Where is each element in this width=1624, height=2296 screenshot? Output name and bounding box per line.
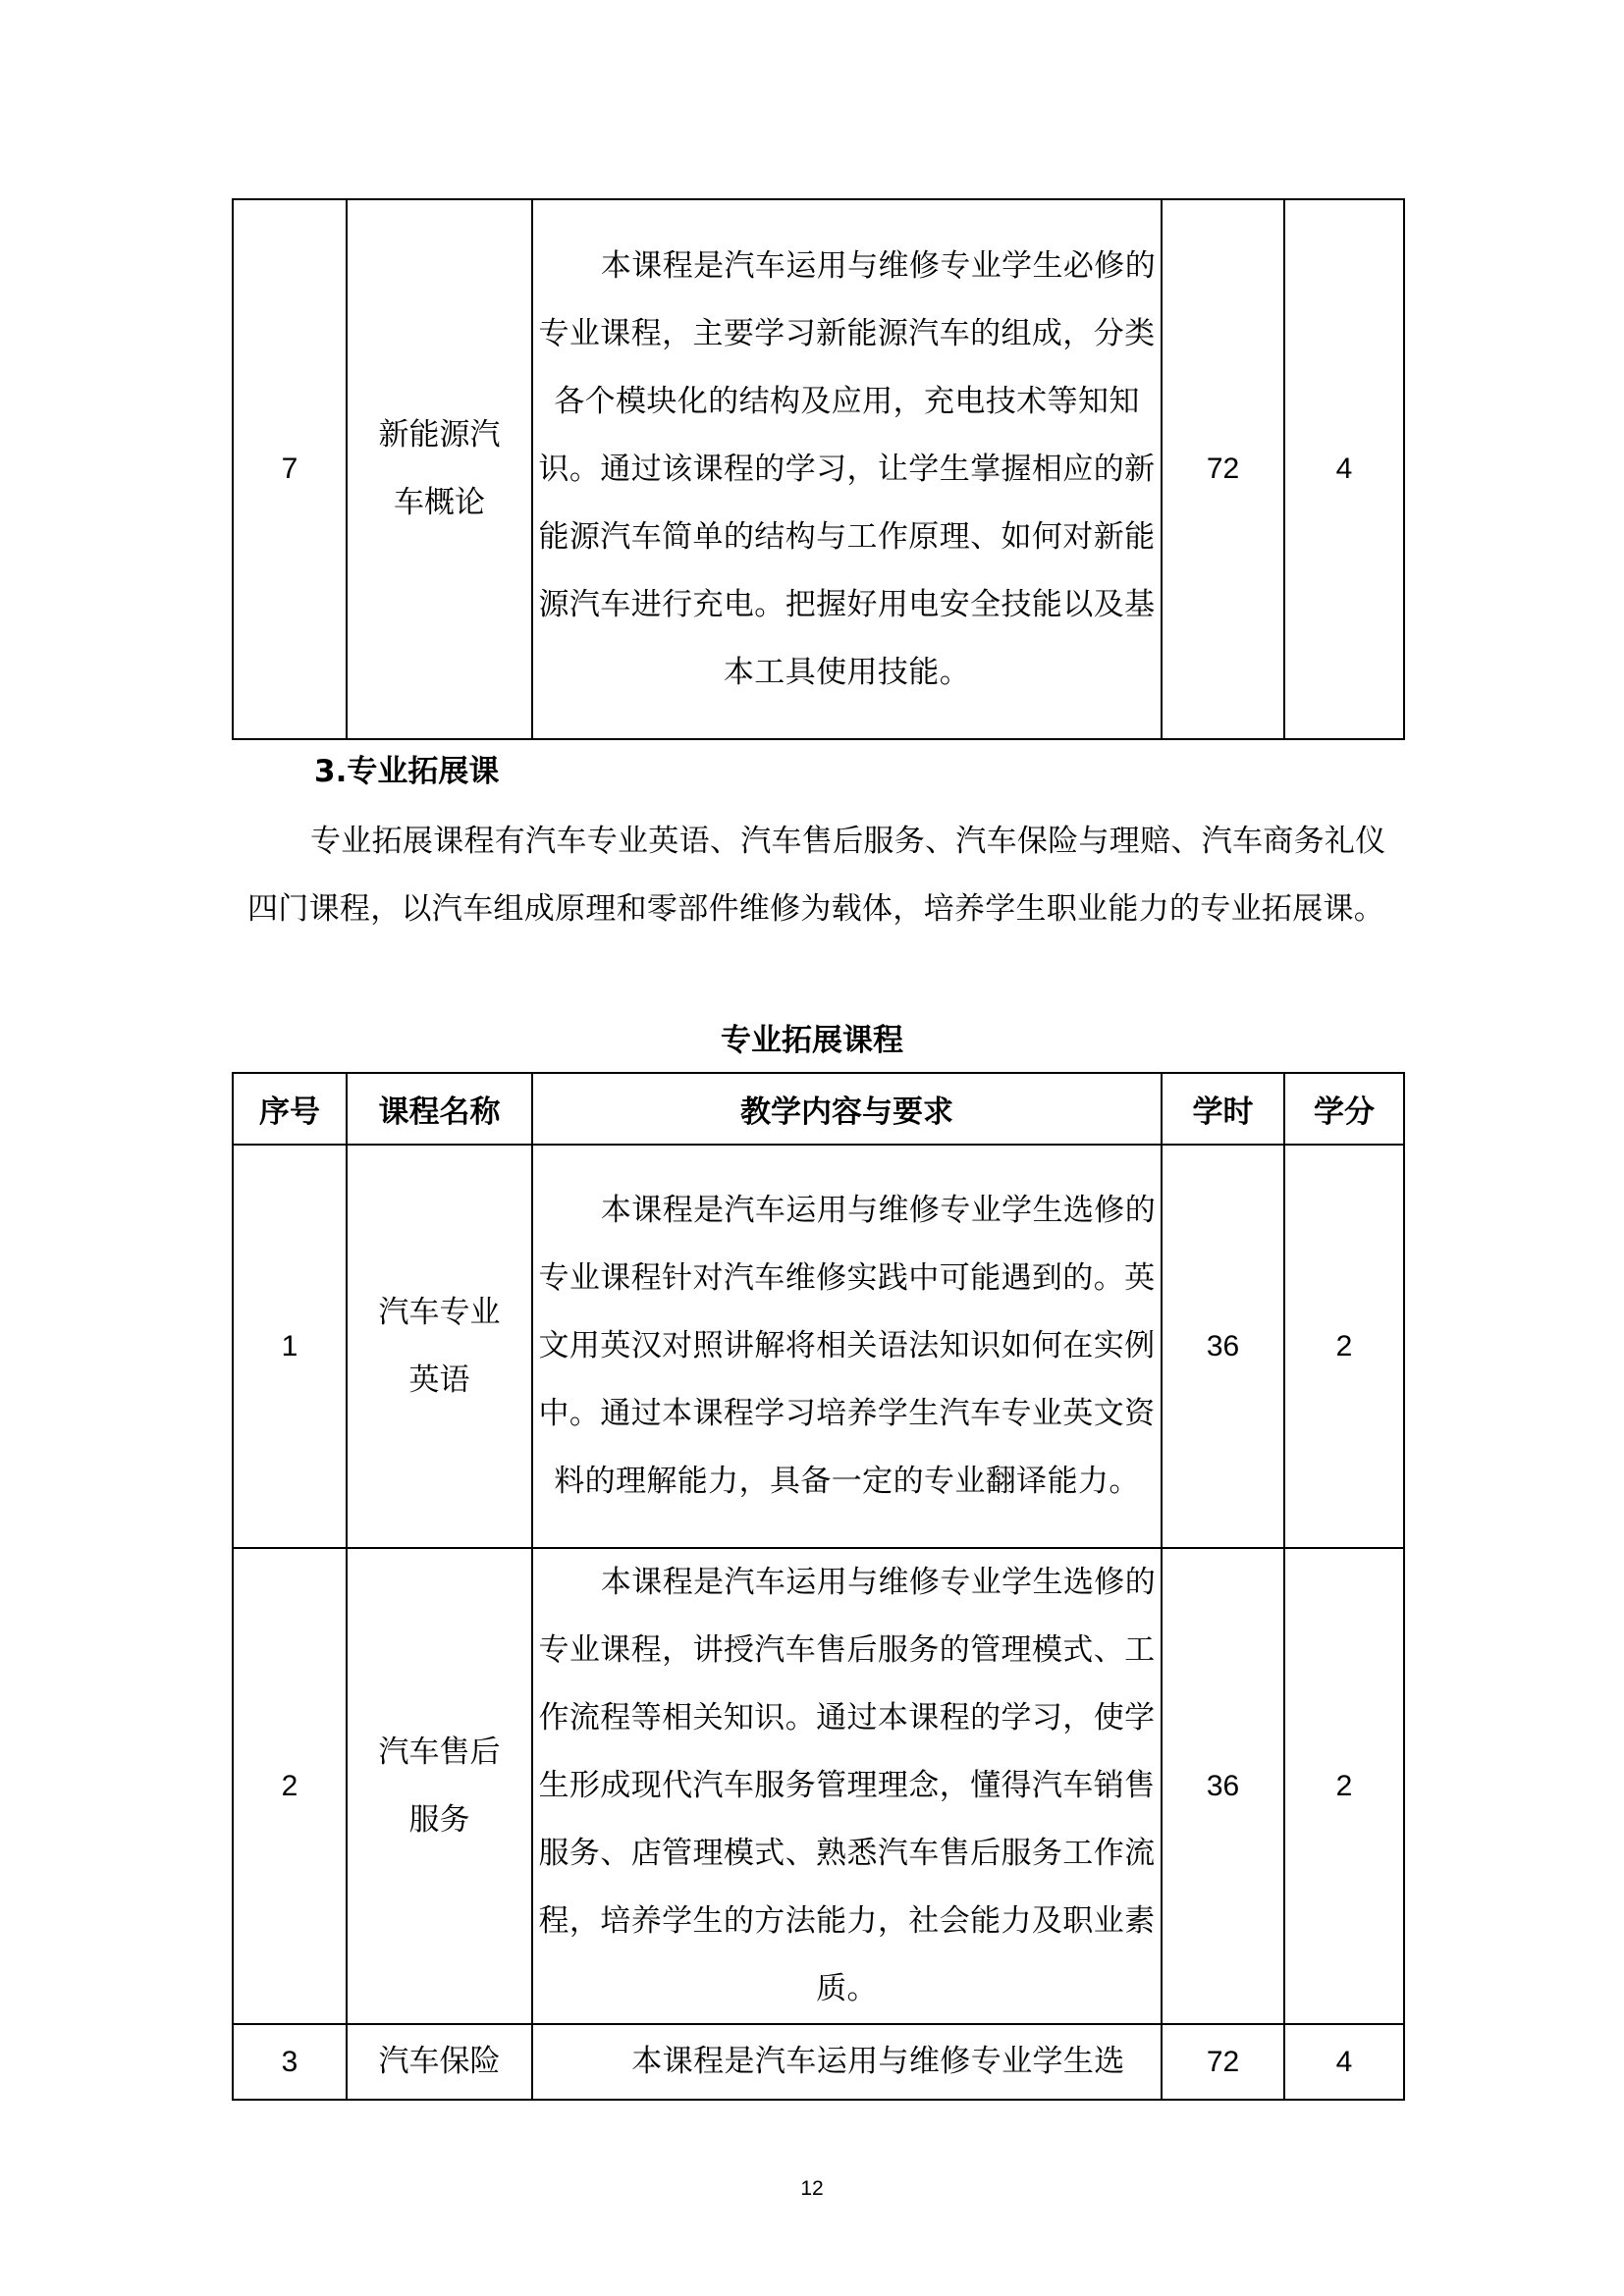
course-index: 3: [233, 2024, 347, 2100]
section-paragraph-text: 专业拓展课程有汽车专业英语、汽车售后服务、汽车保险与理赔、汽车商务礼仪四门课程，以汽车组成原理和零部件维修为载体，培养学生职业能力的专业拓展课。: [247, 824, 1386, 927]
course-description-text: 本课程是汽车运用与维修专业学生必修的专业课程，主要学习新能源汽车的组成，分类各个模块化的结构及应用，充电技术等知知识。通过该课程的学习，让学生掌握相应的新能源汽车简单的结构与工作原理、如何对新能源汽车进行充电。把握好用电安全技能以及基本工具使用技能。: [538, 247, 1157, 690]
course-description: [532, 199, 1162, 739]
course-credits: 4: [1284, 199, 1404, 739]
course-description-text: 本课程是汽车运用与维修专业学生选修的专业课程针对汽车维修实践中可能遇到的。英文用英汉对照讲解将相关语法知识如何在实例中。通过本课程学习培养学生汽车专业英文资料的理解能力，具备一定的专业翻译能力。: [538, 1193, 1157, 1499]
header-hours: 学时: [1162, 1073, 1284, 1145]
course-description: [532, 2024, 1162, 2100]
course-description: [532, 1145, 1162, 1548]
course-description-text: 本课程是汽车运用与维修专业学生选: [631, 2044, 1125, 2079]
header-content: 教学内容与要求: [532, 1073, 1162, 1145]
course-name-text: 新能源汽车概论: [378, 417, 501, 520]
course-description: [532, 1548, 1162, 2024]
course-index: 7: [233, 199, 347, 739]
course-credits: 2: [1284, 1145, 1404, 1548]
table-header-row: [233, 1073, 1404, 1145]
course-name-text: 汽车售后服务: [378, 1734, 501, 1838]
course-credits: 2: [1284, 1548, 1404, 2024]
header-name: 课程名称: [347, 1073, 532, 1145]
table-title: 专业拓展课程: [721, 1023, 903, 1058]
course-name-text: 汽车专业英语: [378, 1294, 501, 1398]
section-paragraph: [247, 808, 1386, 943]
course-table-core: [232, 198, 1405, 740]
course-index: 1: [233, 1145, 347, 1548]
header-index: 序号: [233, 1073, 347, 1145]
header-credits: 学分: [1284, 1073, 1404, 1145]
section-heading: 3.专业拓展课: [314, 754, 500, 789]
course-name: [347, 199, 532, 739]
course-hours: 36: [1162, 1145, 1284, 1548]
course-hours: 36: [1162, 1548, 1284, 2024]
table-row: [233, 1548, 1404, 2024]
table-row: [233, 199, 1404, 739]
course-hours: 72: [1162, 199, 1284, 739]
course-name: [347, 1548, 532, 2024]
course-index: 2: [233, 1548, 347, 2024]
course-name: 汽车保险: [347, 2024, 532, 2100]
page-number: 12: [800, 2177, 824, 2200]
course-description-text: 本课程是汽车运用与维修专业学生选修的专业课程，讲授汽车售后服务的管理模式、工作流程等相关知识。通过本课程的学习，使学生形成现代汽车服务管理理念，懂得汽车销售服务、店管理模式、熟悉汽车售后服务工作流程，培养学生的方法能力，社会能力及职业素质。: [538, 1565, 1157, 2006]
table-row: [233, 2024, 1404, 2100]
course-credits: 4: [1284, 2024, 1404, 2100]
course-hours: 72: [1162, 2024, 1284, 2100]
course-name: [347, 1145, 532, 1548]
course-table-extension: [232, 1072, 1405, 2101]
table-row: [233, 1145, 1404, 1548]
